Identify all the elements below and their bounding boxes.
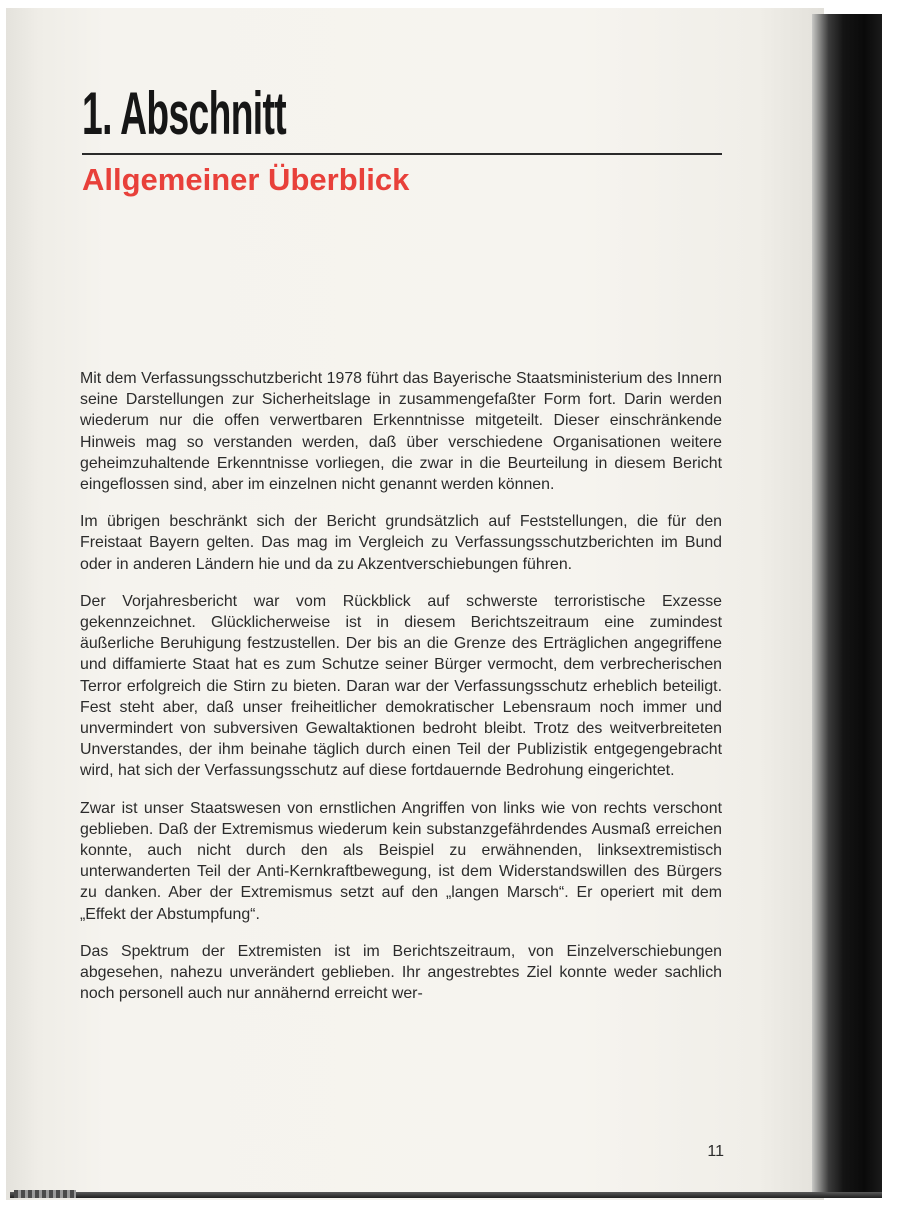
- heading-rule: [82, 153, 722, 155]
- paragraph-intro: Mit dem Verfassungsschutzbericht 1978 führt das Bayerische Staatsministerium des Innern seine Darstellungen zur Sicherheitslage in zusammengefaßter Form fort. Darin werden wiederum nur die offen verwertbaren Erkenntnisse mitgeteilt. Dieser einschränkende Hinweis mag so verstanden werden, daß über verschiedene Organisationen weitere geheimzuhaltende Erkenntnisse vorliegen, die zwar in die Beurteilung in diesem Bericht eingeflossen sind, aber im einzelnen nicht genannt werden können.: [80, 370, 722, 494]
- body-text: [80, 368, 722, 1020]
- chapter-subtitle: Allgemeiner Überblick: [82, 162, 410, 197]
- chapter-heading: 1. Abschnitt: [82, 80, 287, 147]
- paragraph-spectrum: Das Spektrum der Extremisten ist im Berichtszeitraum, von Einzelverschiebungen abgesehen, nahezu unverändert geblieben. Ihr angestrebtes Ziel konnte weder sachlich noch personell auch nur annähernd erreicht wer-: [80, 942, 722, 1003]
- scan-edge-mark: [14, 1190, 76, 1198]
- paragraph-scope: Im übrigen beschränkt sich der Bericht grundsätzlich auf Feststellungen, die für den Freistaat Bayern gelten. Das mag im Vergleich zu Verfassungsschutzberichten im Bund oder in anderen Ländern hie und da zu Akzentverschiebungen führen.: [80, 513, 722, 573]
- page-bottom-edge: [10, 1192, 882, 1198]
- book-spine-shadow: [812, 14, 882, 1194]
- paragraph-review: Der Vorjahresbericht war vom Rückblick auf schwerste terroristische Exzesse gekennzeichnet. Glücklicherweise ist in diesem Berichtszeitraum eine zumindest äußerliche Beruhigung festzustellen. Der bis an die Grenze des Erträglichen angegriffene und diffamierte Staat hat es zum Schutze seiner Bürger vermocht, dem verbrecherischen Terror erfolgreich die Stirn zu bieten. Daran war der Verfassungsschutz erheblich beteiligt. Fest steht aber, daß unser freiheitlicher demokratischer Lebensraum noch immer und unvermindert von subversiven Gewaltaktionen bedroht bleibt. Trotz des weitverbreiteten Unverstandes, der ihm beinahe täglich durch einen Teil der Publizistik entgegengebracht wird, hat sich der Verfassungsschutz auf diese fortdauernde Bedrohung eingerichtet.: [80, 592, 722, 780]
- paragraph-extremism: Zwar ist unser Staatswesen von ernstlichen Angriffen von links wie von rechts verschont geblieben. Daß der Extremismus wiederum kein substanzgefährdendes Ausmaß erreichen konnte, auch nicht durch den als Beispiel zu erwähnenden, linksextremistisch unterwanderten Teil der Anti-Kernkraftbewegung, ist dem Widerstandswillen des Bürgers zu danken. Aber der Extremismus setzt auf den „langen Marsch“. Er operiert mit dem „Effekt der Abstumpfung“.: [80, 799, 722, 923]
- page-number: 11: [707, 1143, 724, 1160]
